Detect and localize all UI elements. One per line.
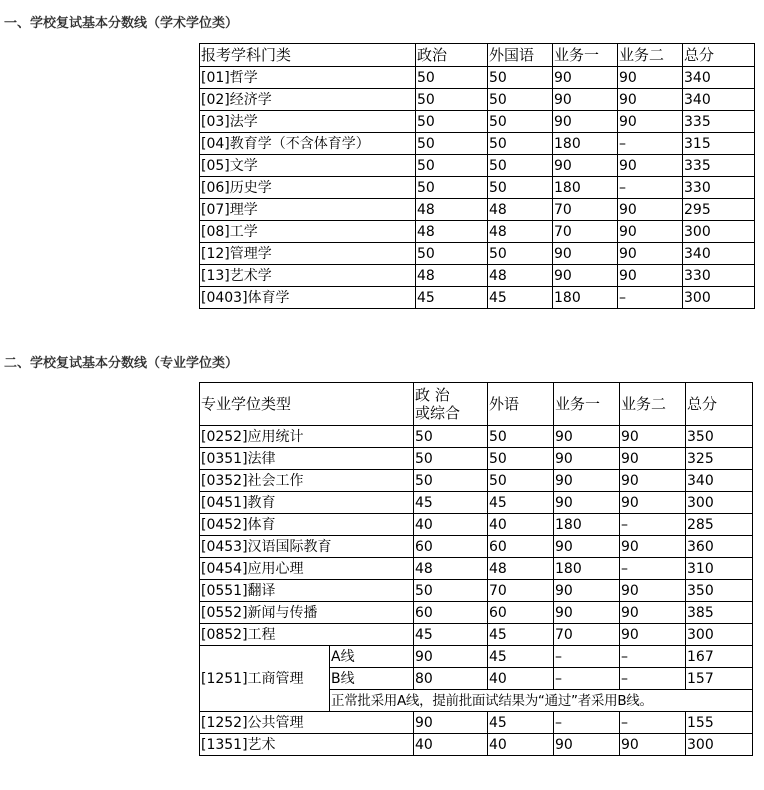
cell-course-one: 90 [554, 448, 620, 470]
cell-course-one: 90 [554, 580, 620, 602]
cell-course-two: 90 [620, 602, 686, 624]
table-row [200, 67, 755, 89]
cell-foreign-language: 45 [488, 712, 554, 734]
cell-foreign-language: 50 [488, 243, 553, 265]
table-row [200, 199, 755, 221]
cell-foreign-language: 48 [488, 265, 553, 287]
cell-course-two: 90 [620, 580, 686, 602]
cell-course-one: 90 [554, 426, 620, 448]
table-row [200, 426, 753, 448]
cell-course-two: 90 [620, 470, 686, 492]
cell-course-one: 90 [553, 243, 618, 265]
cell-foreign-language: 40 [488, 668, 554, 690]
table-row [200, 624, 753, 646]
cell-foreign-language: 50 [488, 67, 553, 89]
cell-politics: 50 [416, 155, 488, 177]
cell-foreign-language: 45 [488, 492, 554, 514]
cell-degree-type: [0352]社会工作 [200, 470, 414, 492]
cell-course-two: 90 [618, 243, 683, 265]
cell-foreign-language: 48 [488, 221, 553, 243]
cell-foreign-language: 50 [488, 470, 554, 492]
cell-total: 167 [686, 646, 753, 668]
cell-total: 300 [683, 221, 755, 243]
table-row-mba-line-a [200, 646, 753, 668]
cell-subject: [05]文学 [200, 155, 416, 177]
cell-course-two: 90 [620, 734, 686, 756]
cell-total: 385 [686, 602, 753, 624]
cell-course-one: 90 [554, 492, 620, 514]
cell-course-one: 90 [553, 89, 618, 111]
cell-degree-type: [1351]艺术 [200, 734, 414, 756]
cell-total: 315 [683, 133, 755, 155]
table-row [200, 558, 753, 580]
header-foreign-language: 外国语 [488, 44, 553, 67]
table-row [200, 265, 755, 287]
table-row [200, 602, 753, 624]
cell-foreign-language: 60 [488, 536, 554, 558]
header-course-one: 业务一 [553, 44, 618, 67]
cell-total: 295 [683, 199, 755, 221]
cell-politics: 50 [416, 89, 488, 111]
cell-politics: 45 [416, 287, 488, 309]
cell-line-label: A线 [330, 646, 414, 668]
cell-foreign-language: 48 [488, 558, 554, 580]
table-header-row [200, 44, 755, 67]
header-course-two: 业务二 [618, 44, 683, 67]
cell-politics: 48 [414, 558, 488, 580]
cell-course-two: – [618, 287, 683, 309]
cell-politics: 45 [414, 492, 488, 514]
table-row [200, 536, 753, 558]
cell-foreign-language: 50 [488, 89, 553, 111]
cell-politics: 90 [414, 712, 488, 734]
cell-total: 300 [686, 492, 753, 514]
cell-total: 330 [683, 177, 755, 199]
table-row [200, 177, 755, 199]
cell-politics: 60 [414, 536, 488, 558]
table-row [200, 287, 755, 309]
cell-course-one: 90 [553, 111, 618, 133]
cell-total: 340 [686, 470, 753, 492]
cell-course-two: 90 [618, 221, 683, 243]
cell-foreign-language: 50 [488, 155, 553, 177]
cell-politics: 50 [416, 111, 488, 133]
cell-foreign-language: 45 [488, 646, 554, 668]
cell-politics: 50 [414, 448, 488, 470]
cell-total: 325 [686, 448, 753, 470]
cell-politics: 50 [414, 580, 488, 602]
cell-course-two: 90 [618, 265, 683, 287]
section-heading-professional: 二、学校复试基本分数线（专业学位类） [4, 356, 239, 371]
cell-course-one: 180 [554, 558, 620, 580]
table-row [200, 155, 755, 177]
mba-line-note: 正常批采用A线，提前批面试结果为“通过”者采用B线。 [330, 690, 753, 712]
cell-foreign-language: 50 [488, 177, 553, 199]
cell-course-one: – [554, 668, 620, 690]
cell-course-one: 90 [554, 602, 620, 624]
cell-total: 335 [683, 111, 755, 133]
table-row [200, 514, 753, 536]
cell-course-one: 180 [554, 514, 620, 536]
cell-politics: 80 [414, 668, 488, 690]
cell-politics: 50 [414, 470, 488, 492]
cell-course-one: 90 [553, 67, 618, 89]
cell-course-two: 90 [618, 111, 683, 133]
cell-course-one: 70 [554, 624, 620, 646]
table-row [200, 448, 753, 470]
cell-politics: 45 [414, 624, 488, 646]
cell-total: 155 [686, 712, 753, 734]
cell-course-one: 70 [553, 199, 618, 221]
cell-foreign-language: 40 [488, 514, 554, 536]
cell-degree-type: [0552]新闻与传播 [200, 602, 414, 624]
cell-course-one: 180 [553, 133, 618, 155]
cell-subject: [03]法学 [200, 111, 416, 133]
cell-subject: [02]经济学 [200, 89, 416, 111]
cell-course-one: 90 [554, 470, 620, 492]
cell-politics: 48 [416, 265, 488, 287]
table-row [200, 89, 755, 111]
cell-course-two: 90 [620, 448, 686, 470]
cell-politics: 50 [416, 133, 488, 155]
cell-subject: [0403]体育学 [200, 287, 416, 309]
cell-course-one: – [554, 712, 620, 734]
cell-politics: 50 [416, 243, 488, 265]
cell-foreign-language: 48 [488, 199, 553, 221]
cell-degree-type: [0351]法律 [200, 448, 414, 470]
cell-course-two: 90 [618, 67, 683, 89]
cell-total: 300 [683, 287, 755, 309]
table-row [200, 133, 755, 155]
cell-total: 360 [686, 536, 753, 558]
table-row [200, 221, 755, 243]
cell-subject: [12]管理学 [200, 243, 416, 265]
cell-course-two: 90 [618, 89, 683, 111]
table-row [200, 243, 755, 265]
cell-course-two: – [620, 514, 686, 536]
table-row [200, 111, 755, 133]
cell-total: 300 [686, 624, 753, 646]
table-header-row [200, 383, 753, 426]
cell-total: 310 [686, 558, 753, 580]
cell-subject: [06]历史学 [200, 177, 416, 199]
cell-subject: [01]哲学 [200, 67, 416, 89]
cell-course-two: – [620, 668, 686, 690]
cell-subject: [04]教育学（不含体育学） [200, 133, 416, 155]
cell-foreign-language: 40 [488, 734, 554, 756]
cell-degree-type: [0452]体育 [200, 514, 414, 536]
cell-subject: [13]艺术学 [200, 265, 416, 287]
cell-foreign-language: 50 [488, 133, 553, 155]
cell-total: 350 [686, 426, 753, 448]
cell-course-one: 180 [553, 177, 618, 199]
table-row [200, 734, 753, 756]
cell-foreign-language: 45 [488, 287, 553, 309]
header-subject: 报考学科门类 [200, 44, 416, 67]
cell-course-one: 90 [553, 265, 618, 287]
cell-course-one: 90 [554, 536, 620, 558]
table-row [200, 470, 753, 492]
cell-course-two: – [620, 646, 686, 668]
cell-course-one: – [554, 646, 620, 668]
table-row [200, 580, 753, 602]
header-politics: 政治 [416, 44, 488, 67]
cell-total: 340 [683, 67, 755, 89]
section-heading-academic: 一、学校复试基本分数线（学术学位类） [4, 16, 239, 31]
cell-degree-type: [0454]应用心理 [200, 558, 414, 580]
cell-politics: 50 [416, 67, 488, 89]
cell-total: 340 [683, 243, 755, 265]
cell-foreign-language: 70 [488, 580, 554, 602]
cell-course-two: – [618, 133, 683, 155]
cell-course-two: – [620, 712, 686, 734]
cell-course-two: 90 [620, 536, 686, 558]
cell-foreign-language: 50 [488, 426, 554, 448]
cell-subject: [07]理学 [200, 199, 416, 221]
cell-foreign-language: 50 [488, 448, 554, 470]
cell-degree-type: [0252]应用统计 [200, 426, 414, 448]
table-row [200, 492, 753, 514]
cell-course-one: 90 [553, 155, 618, 177]
cell-politics: 50 [416, 177, 488, 199]
header-foreign-language: 外语 [488, 383, 554, 426]
cell-course-two: – [620, 558, 686, 580]
cell-politics: 60 [414, 602, 488, 624]
academic-score-table [199, 43, 755, 309]
header-politics: 政 治 或综合 [414, 383, 488, 426]
header-course-one: 业务一 [554, 383, 620, 426]
cell-degree-type: [0453]汉语国际教育 [200, 536, 414, 558]
cell-total: 340 [683, 89, 755, 111]
table-row [200, 712, 753, 734]
cell-total: 157 [686, 668, 753, 690]
cell-course-two: 90 [618, 155, 683, 177]
cell-course-two: 90 [618, 199, 683, 221]
cell-total: 300 [686, 734, 753, 756]
header-course-two: 业务二 [620, 383, 686, 426]
cell-degree-type: [0852]工程 [200, 624, 414, 646]
cell-foreign-language: 60 [488, 602, 554, 624]
professional-score-table [199, 382, 753, 756]
cell-course-one: 180 [553, 287, 618, 309]
cell-course-two: 90 [620, 426, 686, 448]
cell-degree-type: [1251]工商管理 [200, 646, 330, 712]
cell-total: 330 [683, 265, 755, 287]
cell-course-one: 70 [553, 221, 618, 243]
cell-politics: 40 [414, 734, 488, 756]
cell-politics: 90 [414, 646, 488, 668]
cell-total: 285 [686, 514, 753, 536]
cell-degree-type: [1252]公共管理 [200, 712, 414, 734]
cell-line-label: B线 [330, 668, 414, 690]
cell-total: 350 [686, 580, 753, 602]
header-total: 总分 [683, 44, 755, 67]
cell-course-two: 90 [620, 624, 686, 646]
cell-foreign-language: 45 [488, 624, 554, 646]
cell-total: 335 [683, 155, 755, 177]
cell-course-two: 90 [620, 492, 686, 514]
cell-foreign-language: 50 [488, 111, 553, 133]
cell-subject: [08]工学 [200, 221, 416, 243]
header-total: 总分 [686, 383, 753, 426]
cell-politics: 48 [416, 199, 488, 221]
cell-course-one: 90 [554, 734, 620, 756]
cell-politics: 48 [416, 221, 488, 243]
header-degree-type: 专业学位类型 [200, 383, 414, 426]
cell-degree-type: [0551]翻译 [200, 580, 414, 602]
cell-course-two: – [618, 177, 683, 199]
cell-degree-type: [0451]教育 [200, 492, 414, 514]
cell-politics: 50 [414, 426, 488, 448]
cell-politics: 40 [414, 514, 488, 536]
